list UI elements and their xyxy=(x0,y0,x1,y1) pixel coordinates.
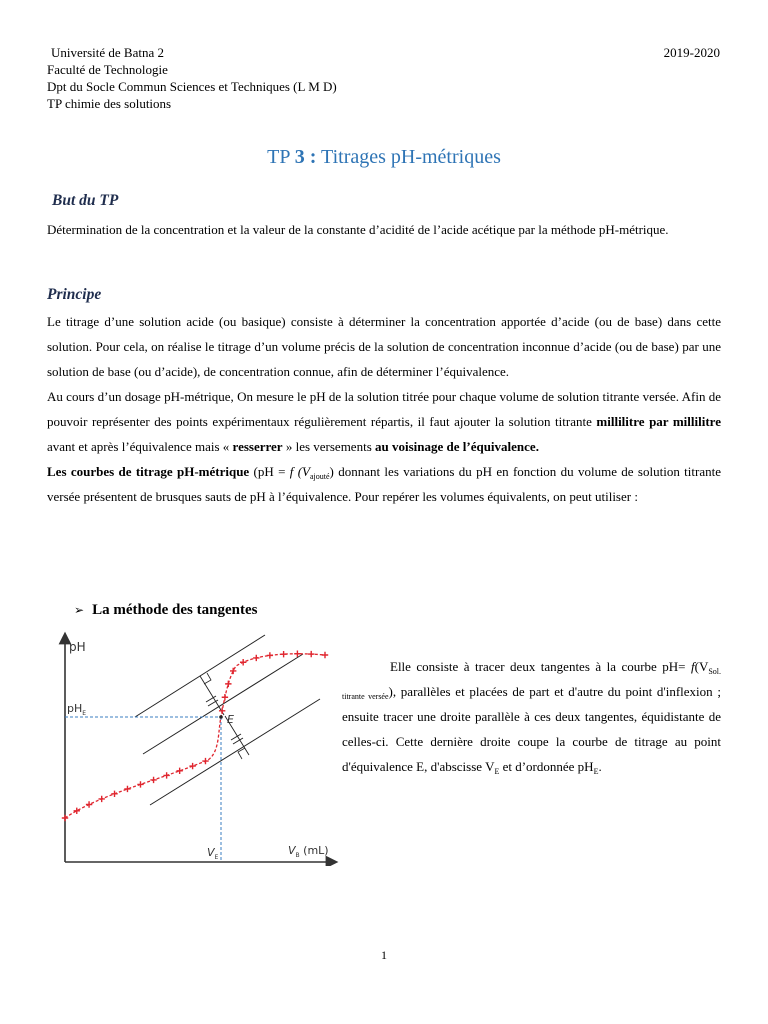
titration-curve xyxy=(65,654,325,818)
data-point-marker xyxy=(62,815,68,821)
data-point-marker xyxy=(202,758,208,764)
but-heading: But du TP xyxy=(52,192,119,209)
data-point-marker xyxy=(253,655,259,661)
data-point-marker xyxy=(124,786,130,792)
perpendicular-upper xyxy=(200,676,224,715)
data-point-marker xyxy=(111,791,117,797)
data-point-marker xyxy=(176,768,182,774)
middle-parallel-line xyxy=(143,654,303,754)
right-angle-upper xyxy=(204,673,211,684)
data-point-marker xyxy=(86,801,92,807)
data-points xyxy=(62,651,328,822)
phe-label: $pH_E$ xyxy=(67,702,87,717)
but-text: Détermination de la concentration et la valeur de la constante d’acidité de l’acide acétique par la méthode pH-métrique. xyxy=(47,222,669,237)
data-point-marker xyxy=(163,772,169,778)
titration-curve-figure xyxy=(40,628,340,866)
department-name: Dpt du Socle Commun Sciences et Techniques (L M D) xyxy=(47,79,337,94)
y-axis-label: pH xyxy=(69,640,86,654)
data-point-marker xyxy=(322,652,328,658)
principe-paragraph-3: Les courbes de titrage pH-métrique (pH = f $(V_{ajouté})$ donnant les variations du pH en fonction du volume de solution titrante versée présentent de brusques sauts de pH à l’équivalence. Pour repérer les volumes équivalents, on peut utiliser : xyxy=(47,464,721,504)
page-number: 1 xyxy=(381,948,387,962)
data-point-marker xyxy=(222,694,228,700)
data-point-marker xyxy=(267,652,273,658)
data-point-marker xyxy=(280,651,286,657)
principe-paragraph-1: Le titrage d’une solution acide (ou basique) consiste à déterminer la concentration apportée d’acide (ou de base) dans cette solution. Pour cela, on réalise le titrage d’un volume précis de la solution de concentration inconnue d’acide (ou de base) par une solution de base (ou d’acide), de concentration connue, afin de déterminer l’équivalence. xyxy=(47,314,721,379)
arrow-bullet-icon: ➢ xyxy=(74,603,85,617)
academic-year: 2019-2020 xyxy=(663,45,720,60)
data-point-marker xyxy=(225,681,231,687)
university-name: Université de Batna 2 xyxy=(51,45,164,60)
method-bullet: ➢ La méthode des tangentes xyxy=(74,602,258,618)
data-point-marker xyxy=(137,781,143,787)
header-left xyxy=(47,44,337,112)
vb-axis-label: $V_B$ (mL) xyxy=(288,844,329,859)
data-point-marker xyxy=(189,763,195,769)
principe-paragraph-2: Au cours d’un dosage pH-métrique, On mesure le pH de la solution titrée pour chaque volume de solution titrante versée. Afin de pouvoir représenter des points expérimentaux régulièrement répartis, il faut ajouter la solution titrante millilitre par millilitre avant et après l’équivalence mais « resserrer » les versements au voisinage de l’équivalence. xyxy=(47,389,721,454)
method-description: Elle consiste à tracer deux tangentes à la courbe $pH= f(V_{Sol. titrante versée})$, parallèles et placées de part et d'autre du point d'inflexion ; ensuite tracer une droite parallèle à ces deux tangentes, équidistante de celles-ci. Cette dernière droite coupe la courbe de titrage au point d'équivalence E, d'abscisse $V_E$ et d’ordonnée $pH_E$. xyxy=(342,659,721,776)
data-point-marker xyxy=(230,668,236,674)
page-title: TP 3 : Titrages pH-métriques xyxy=(267,146,501,168)
principe-heading: Principe xyxy=(47,286,102,303)
data-point-marker xyxy=(74,808,80,814)
faculty-name: Faculté de Technologie xyxy=(47,62,168,77)
data-point-marker xyxy=(150,777,156,783)
ve-label: $V_E$ xyxy=(207,846,219,861)
data-point-marker xyxy=(240,659,246,665)
e-label: E xyxy=(227,713,234,726)
equivalence-point xyxy=(219,715,223,719)
data-point-marker xyxy=(308,651,314,657)
principe-text xyxy=(47,309,721,509)
data-point-marker xyxy=(98,796,104,802)
course-name: TP chimie des solutions xyxy=(47,96,172,111)
lower-tangent xyxy=(150,699,320,805)
